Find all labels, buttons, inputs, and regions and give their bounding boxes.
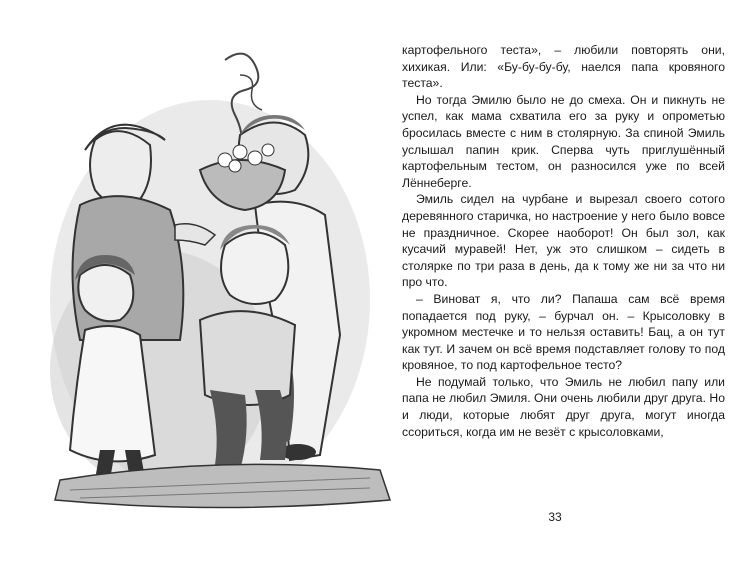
text-column <box>402 42 725 440</box>
paragraph-3: Эмиль сидел на чурбане и вырезал своего сотого деревянного старичка, но настроение у него было вовсе не праздничное. Скорее наоборот! Он был зол, как кусачий муравей! Нет, уж это слишком – сидеть в столярке по три раза в день, да к тому же ни за что ни про что. <box>402 192 725 290</box>
illustration-family-scene <box>40 40 395 510</box>
paragraph-5: Не подумай только, что Эмиль не любил папу или папа не любил Эмиля. Они очень любили друг друга. Но и люди, которые любят друг друга, могут иногда ссориться, когда им не везёт с крысоловками, <box>402 374 725 439</box>
paragraph-4: – Виноват я, что ли? Папаша сам всё время попадается под руку, – бурчал он. – Крысоловку в укромном местечке и то нельзя оставить! Бац, а он тут как тут. И зачем он всё время подставляет голову то под кровяное, то под картофельное тесто? <box>402 291 725 373</box>
paragraph-2: Но тогда Эмилю было не до смеха. Он и пикнуть не успел, как мама схватила его за руку и опрометью бросилась вместе с ним в столярную. За спиной Эмиль услышал папин крик. Сперва чуть приглушённый картофельным тестом, он разносился уже по всей Лённеберге. <box>402 92 725 190</box>
paragraph-1: картофельного теста», – любили повторять они, хихикая. Или: «Бу-бу-бу-бу, наелся папа кровяного теста». <box>402 43 725 91</box>
page-number: 33 <box>548 510 562 524</box>
